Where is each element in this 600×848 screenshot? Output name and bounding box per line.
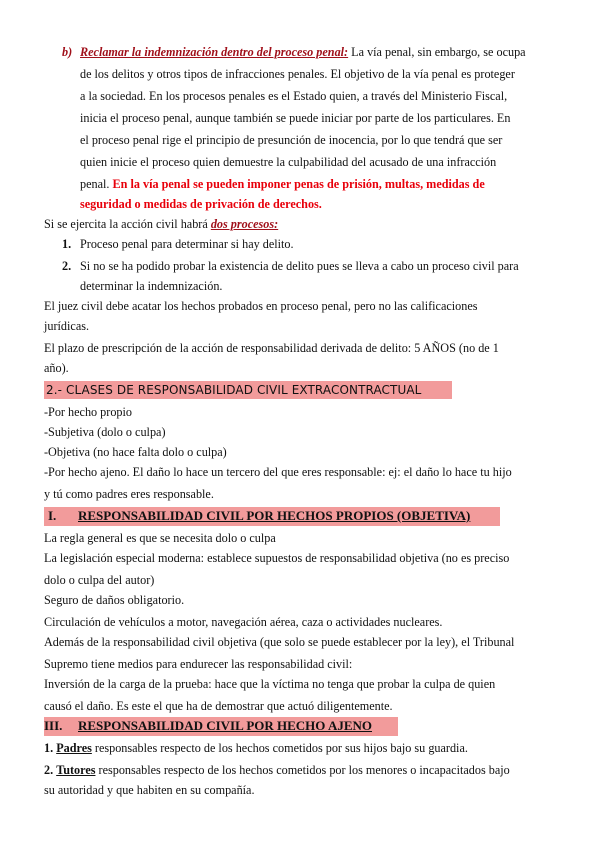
section-b-text: La vía penal, sin embargo, se ocupa (351, 45, 526, 59)
section-I-line: causó el daño. Es este el que ha de demostrar que actuó diligentemente. (44, 699, 393, 713)
civil-action-intro-text: Si se ejercita la acción civil habrá (44, 217, 208, 231)
list-number: 1. (62, 237, 72, 251)
section-2-heading: 2.- CLASES DE RESPONSABILIDAD CIVIL EXTRACONTRACTUAL (46, 383, 422, 397)
section-b-line: a la sociedad. En los procesos penales es el Estado quien, a través del Ministerio Fiscal, (80, 89, 508, 103)
section-III-heading (44, 718, 372, 734)
section-III-continuation: su autoridad y que habiten en su compañía. (44, 783, 255, 797)
civil-action-intro (44, 216, 278, 232)
section-I-line: La regla general es que se necesita dolo o culpa (44, 531, 276, 545)
section-I-line: Inversión de la carga de la prueba: hace que la víctima no tenga que probar la culpa de quien (44, 677, 496, 691)
section-2-line: -Por hecho propio (44, 405, 133, 419)
section-b-title: Reclamar la indemnización dentro del proceso penal: (80, 45, 349, 59)
section-I-line: Además de la responsabilidad civil objetiva (que solo se puede establecer por la ley), el Tribunal (44, 635, 515, 649)
section-I-line: Seguro de daños obligatorio. (44, 593, 185, 607)
section-III-number: III. (44, 718, 63, 733)
red-emphasis-text: seguridad o medidas de privación de derechos. (80, 197, 322, 211)
section-III-text: responsables respecto de los hechos cometidos por sus hijos bajo su guardia. (91, 741, 468, 755)
section-b-line: quien inicie el proceso quien demuestre la culpabilidad del acusado de una infracción (80, 155, 497, 169)
section-I-line: dolo o culpa del autor) (44, 573, 155, 587)
section-I-number: I. (48, 508, 57, 523)
section-III-item (44, 762, 510, 778)
paragraph-line: El plazo de prescripción de la acción de responsabilidad derivada de delito: 5 AÑOS (no de 1 (44, 341, 499, 355)
section-b-line: de los delitos y otros tipos de infracciones penales. El objetivo de la vía penal es proteger (80, 67, 515, 81)
red-emphasis-text: En la vía penal se pueden imponer penas de prisión, multas, medidas de (112, 177, 485, 191)
list-number: 2. (62, 259, 72, 273)
section-III-term: Tutores (56, 763, 96, 777)
section-b-label: b) (62, 45, 73, 59)
section-2-line: -Por hecho ajeno. El daño lo hace un tercero del que eres responsable: ej: el daño lo hace tu hijo (44, 465, 512, 479)
list-item (62, 236, 294, 252)
paragraph-line: El juez civil debe acatar los hechos probados en proceso penal, pero no las calificaciones (44, 299, 478, 313)
section-b-line: penal. (80, 177, 110, 191)
list-item-text: Proceso penal para determinar si hay delito. (80, 237, 294, 251)
section-2-line: y tú como padres eres responsable. (44, 487, 214, 501)
section-2-line: -Objetiva (no hace falta dolo o culpa) (44, 445, 227, 459)
section-III-item (44, 740, 468, 756)
section-I-line: La legislación especial moderna: establece supuestos de responsabilidad objetiva (no es preciso (44, 551, 510, 565)
paragraph-line: jurídicas. (44, 319, 90, 333)
list-item (62, 258, 519, 274)
list-number: 2. (44, 763, 54, 777)
civil-action-highlight: dos procesos: (210, 217, 279, 231)
section-b-line: inicia el proceso penal, aunque también se puede iniciar por parte de los particulares. En (80, 111, 511, 125)
section-III-title: RESPONSABILIDAD CIVIL POR HECHO AJENO (78, 718, 372, 733)
paragraph-line: año). (44, 361, 69, 375)
section-I-title: RESPONSABILIDAD CIVIL POR HECHOS PROPIOS (OBJETIVA) (78, 508, 471, 523)
section-b-last-line (80, 176, 485, 192)
section-I-line: Circulación de vehículos a motor, navegación aérea, caza o actividades nucleares. (44, 615, 443, 629)
section-III-term: Padres (56, 741, 92, 755)
section-I-line: Supremo tiene medios para endurecer las responsabilidad civil: (44, 657, 353, 671)
list-item-text: Si no se ha podido probar la existencia de delito pues se lleva a cabo un proceso civil para (80, 259, 519, 273)
section-b-line: el proceso penal rige el principio de presunción de inocencia, por lo que tendrá que ser (80, 133, 503, 147)
section-III-text: responsables respecto de los hechos cometidos por los menores o incapacitados bajo (95, 763, 510, 777)
section-b-first-line (62, 44, 526, 60)
list-number: 1. (44, 741, 54, 755)
section-I-heading (48, 508, 470, 524)
list-item-continuation: determinar la indemnización. (80, 279, 223, 293)
section-2-line: -Subjetiva (dolo o culpa) (44, 425, 166, 439)
